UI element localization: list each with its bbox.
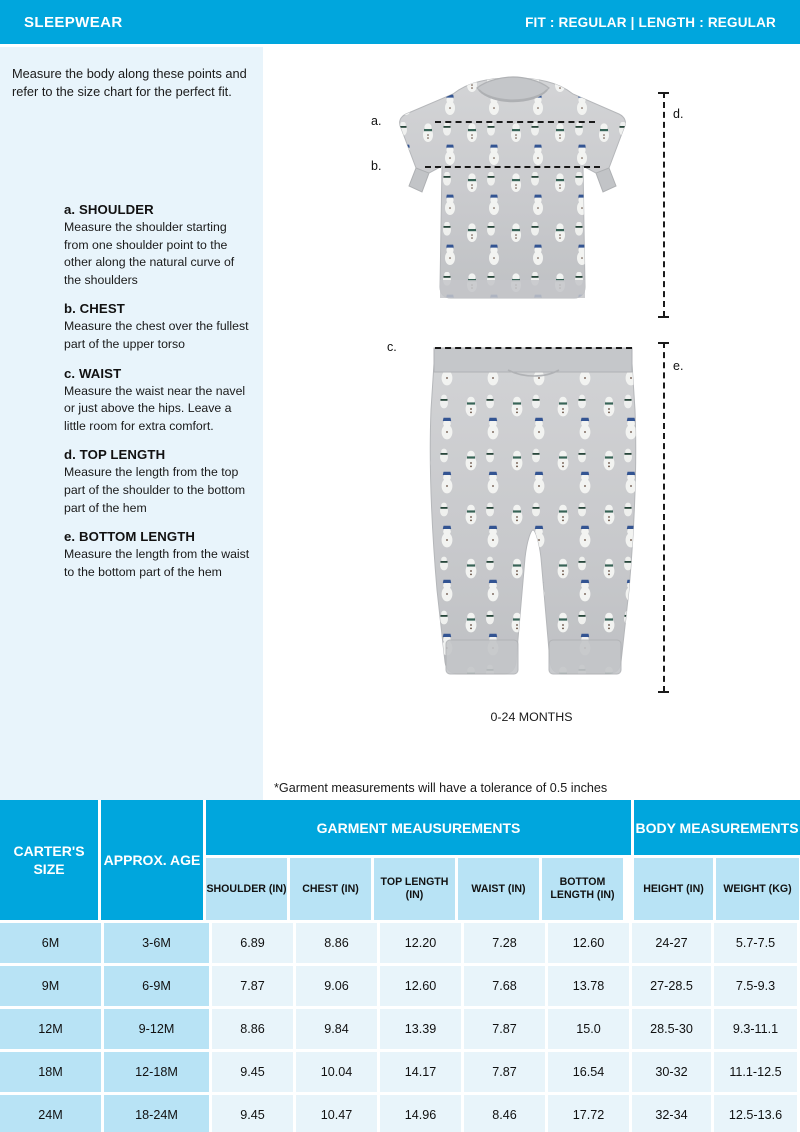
cell-weight: 11.1-12.5 <box>714 1052 797 1092</box>
cell-shoulder: 9.45 <box>212 1052 293 1092</box>
cell-size: 24M <box>0 1095 101 1132</box>
measurement-desc: Measure the length from the waist to the bottom part of the hem <box>64 547 250 579</box>
measurement-title: e. BOTTOM LENGTH <box>64 529 196 545</box>
cell-waist: 7.28 <box>464 923 545 963</box>
cell-chest: 10.04 <box>296 1052 377 1092</box>
cell-weight: 5.7-7.5 <box>714 923 797 963</box>
chest-measure-line <box>425 166 600 168</box>
table-row <box>0 1009 800 1049</box>
header-carters-size: CARTER'S SIZE <box>0 800 98 920</box>
cell-shoulder: 8.86 <box>212 1009 293 1049</box>
header-weight: WEIGHT (KG) <box>716 858 799 920</box>
cell-age: 9-12M <box>104 1009 209 1049</box>
header-body-measurements: BODY MEASUREMENTS <box>634 800 800 855</box>
cell-waist: 8.46 <box>464 1095 545 1132</box>
measurement-item-bottom-length <box>64 529 254 581</box>
header-shoulder: SHOULDER (IN) <box>206 858 287 920</box>
cell-bottom-length: 12.60 <box>548 923 629 963</box>
cell-chest: 10.47 <box>296 1095 377 1132</box>
top-length-cap-bottom <box>658 316 669 318</box>
measurement-title: a. SHOULDER <box>64 202 154 217</box>
page-header <box>0 0 800 44</box>
top-length-measure-line <box>663 92 665 317</box>
cell-waist: 7.87 <box>464 1052 545 1092</box>
cell-chest: 9.84 <box>296 1009 377 1049</box>
page-title: SLEEPWEAR <box>24 13 123 31</box>
cell-height: 27-28.5 <box>632 966 711 1006</box>
table-row <box>0 1095 800 1132</box>
marker-a: a. <box>371 114 382 128</box>
table-header-row <box>0 800 800 920</box>
cell-age: 3-6M <box>104 923 209 963</box>
cell-top-length: 13.39 <box>380 1009 461 1049</box>
cell-size: 18M <box>0 1052 101 1092</box>
intro-text: Measure the body along these points and refer to the size chart for the perfect fit. <box>12 66 247 99</box>
garment-subheader-row <box>206 858 631 920</box>
measurement-item-shoulder <box>64 202 254 289</box>
cell-size: 6M <box>0 923 101 963</box>
marker-c: c. <box>387 340 397 354</box>
cell-bottom-length: 17.72 <box>548 1095 629 1132</box>
header-approx-age: APPROX. AGE <box>101 800 203 920</box>
measurement-definitions <box>64 202 254 593</box>
measurement-desc: Measure the shoulder starting from one shoulder point to the other along the natural curve of the shoulders <box>64 220 235 287</box>
table-row <box>0 966 800 1006</box>
cell-bottom-length: 16.54 <box>548 1052 629 1092</box>
body-subheader-row <box>634 858 800 920</box>
cell-age: 18-24M <box>104 1095 209 1132</box>
cell-size: 9M <box>0 966 101 1006</box>
header-garment-measurements: GARMENT MEAUSUREMENTS <box>206 800 631 855</box>
measurement-title: c. WAIST <box>64 365 122 381</box>
measurement-title: d. TOP LENGTH <box>64 447 166 463</box>
instructions-sidebar <box>0 47 263 800</box>
measurement-desc: Measure the length from the top part of the shoulder to the bottom part of the hem <box>64 465 246 515</box>
header-chest: CHEST (IN) <box>290 858 371 920</box>
shoulder-measure-line <box>435 121 595 123</box>
cell-shoulder: 7.87 <box>212 966 293 1006</box>
cell-weight: 7.5-9.3 <box>714 966 797 1006</box>
measurement-title: b. CHEST <box>64 301 125 317</box>
fit-length-label: FIT : REGULAR | LENGTH : REGULAR <box>525 14 776 30</box>
cell-bottom-length: 15.0 <box>548 1009 629 1049</box>
tolerance-note: *Garment measurements will have a tolerance of 0.5 inches <box>274 781 608 795</box>
cell-height: 24-27 <box>632 923 711 963</box>
header-top-length: TOP LENGTH (IN) <box>374 858 455 920</box>
cell-chest: 9.06 <box>296 966 377 1006</box>
body-group-header <box>634 800 800 920</box>
pajama-top-image <box>373 72 673 322</box>
measurement-item-top-length <box>64 447 254 517</box>
cell-shoulder: 9.45 <box>212 1095 293 1132</box>
header-waist: WAIST (IN) <box>458 858 539 920</box>
cell-top-length: 12.60 <box>380 966 461 1006</box>
table-row <box>0 923 800 963</box>
garment-group-header <box>206 800 631 920</box>
cell-top-length: 14.96 <box>380 1095 461 1132</box>
cell-weight: 12.5-13.6 <box>714 1095 797 1132</box>
bottom-length-measure-line <box>663 342 665 692</box>
cell-age: 6-9M <box>104 966 209 1006</box>
cell-waist: 7.87 <box>464 1009 545 1049</box>
cell-size: 12M <box>0 1009 101 1049</box>
cell-height: 28.5-30 <box>632 1009 711 1049</box>
garment-illustration-area <box>263 47 800 800</box>
cell-waist: 7.68 <box>464 966 545 1006</box>
cell-height: 30-32 <box>632 1052 711 1092</box>
cell-age: 12-18M <box>104 1052 209 1092</box>
bottom-length-cap-bottom <box>658 691 669 693</box>
marker-d: d. <box>673 107 684 121</box>
cell-chest: 8.86 <box>296 923 377 963</box>
waist-measure-line <box>435 347 632 349</box>
size-chart-table <box>0 800 800 1132</box>
cell-top-length: 14.17 <box>380 1052 461 1092</box>
cell-weight: 9.3-11.1 <box>714 1009 797 1049</box>
measurement-desc: Measure the chest over the fullest part of the upper torso <box>64 319 249 351</box>
cell-shoulder: 6.89 <box>212 923 293 963</box>
measurement-desc: Measure the waist near the navel or just above the hips. Leave a little room for extra comfort. <box>64 383 246 433</box>
cell-bottom-length: 13.78 <box>548 966 629 1006</box>
header-height: HEIGHT (IN) <box>634 858 713 920</box>
marker-e: e. <box>673 359 684 373</box>
header-bottom-length: BOTTOM LENGTH (IN) <box>542 858 623 920</box>
cell-top-length: 12.20 <box>380 923 461 963</box>
pajama-pants-image <box>413 340 663 690</box>
age-range-caption: 0-24 MONTHS <box>490 710 573 724</box>
marker-b: b. <box>371 159 382 173</box>
measurement-item-chest <box>64 301 254 353</box>
measurement-item-waist <box>64 366 254 436</box>
cell-height: 32-34 <box>632 1095 711 1132</box>
table-row <box>0 1052 800 1092</box>
